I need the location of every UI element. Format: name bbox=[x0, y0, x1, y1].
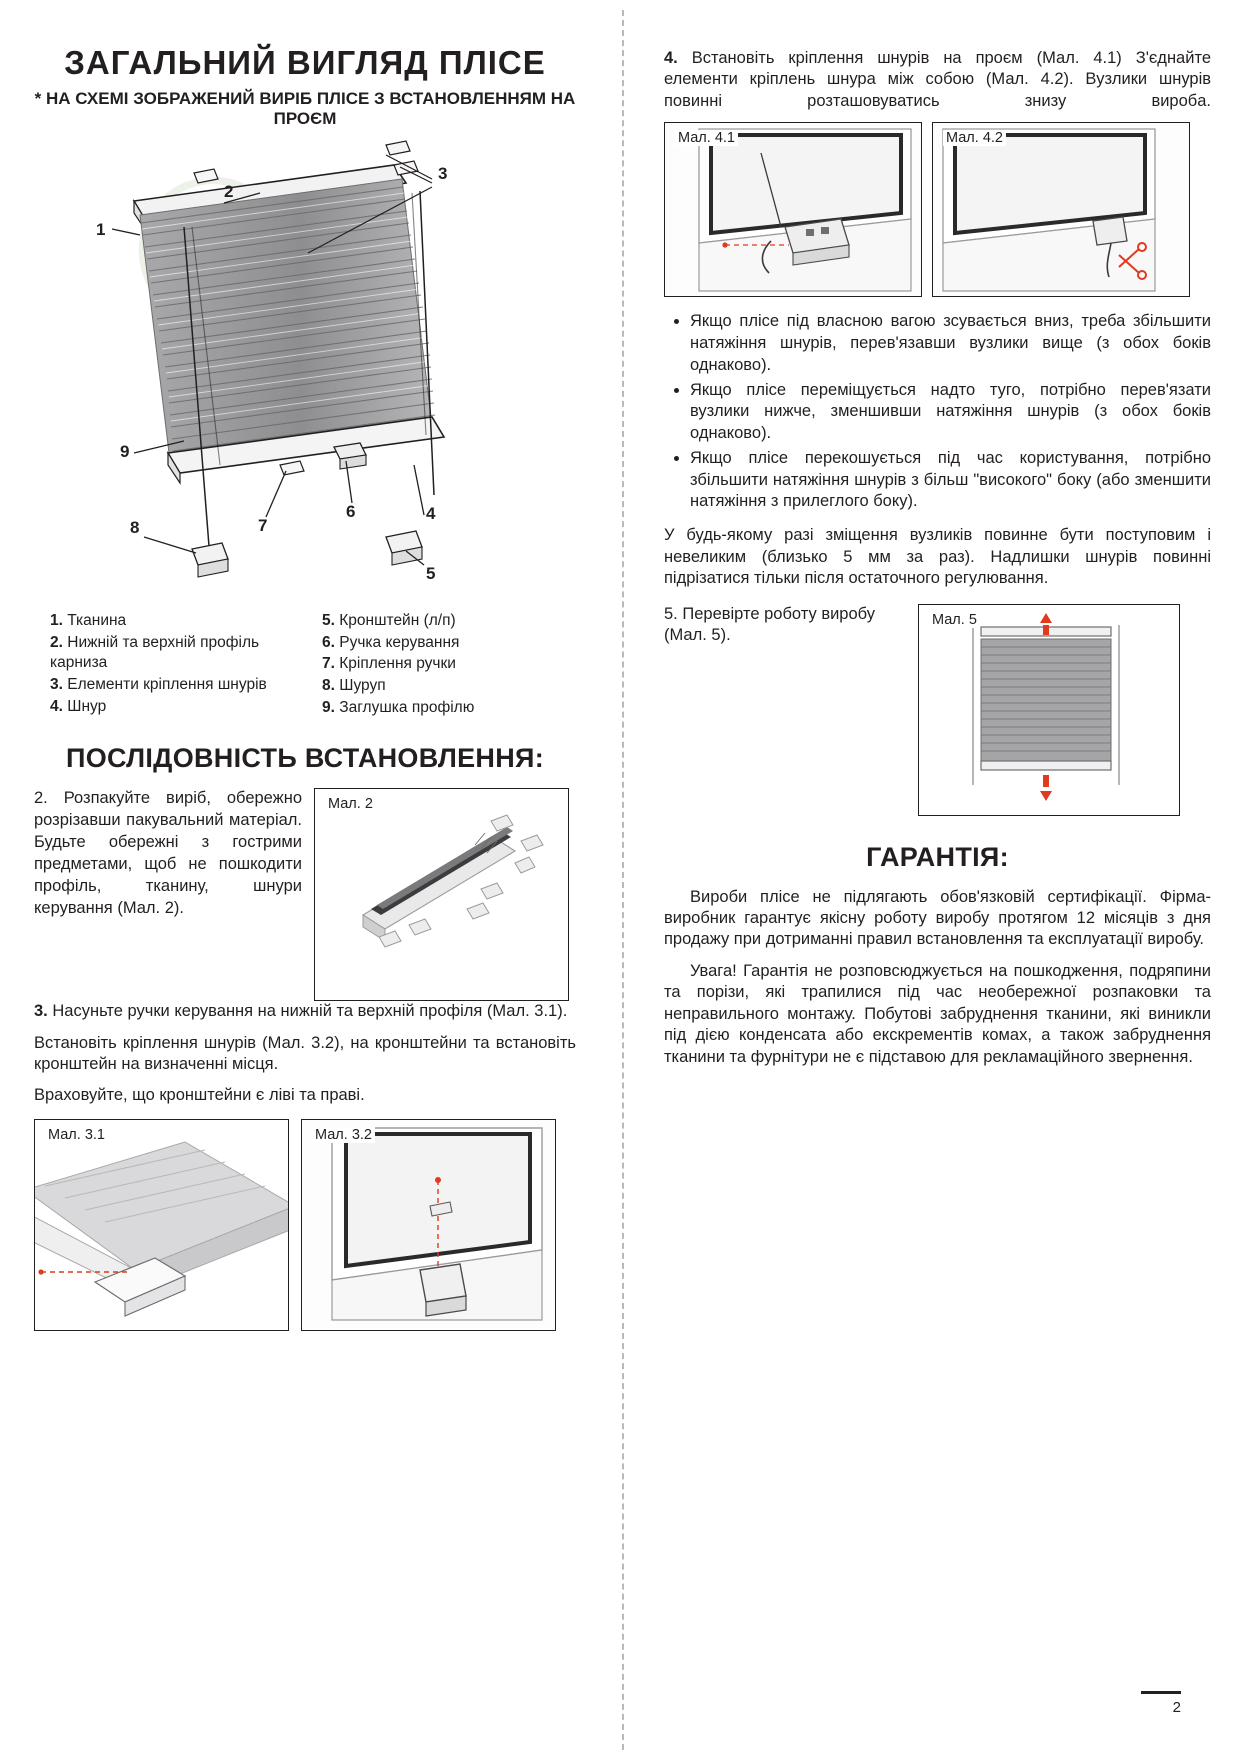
legend-number: 3. bbox=[50, 675, 63, 693]
figure-5-label: Мал. 5 bbox=[929, 612, 980, 628]
page-number-rule bbox=[1141, 1691, 1181, 1694]
figure-3-row bbox=[34, 1119, 576, 1331]
callout-6: 6 bbox=[346, 502, 356, 522]
bullet-item: • Якщо плісе перекошується під час користування, потрібно збільшити натяжіння шнурів з більш "високого" боку (або зменшити натяжіння з прилеглого боку). bbox=[690, 448, 1211, 513]
bullet-item: • Якщо плісе переміщується надто туго, потрібно перев'язати вузлики нижче, зменшивши натяжіння шнурів (з обох боків однаково). bbox=[690, 380, 1211, 445]
step-3-paragraph-3: Враховуйте, що кронштейни є ліві та праві. bbox=[34, 1086, 365, 1105]
legend-item bbox=[50, 697, 300, 718]
overview-diagram bbox=[34, 135, 576, 605]
figure-2-label: Мал. 2 bbox=[325, 796, 376, 812]
legend-number: 1. bbox=[50, 612, 63, 630]
callout-1: 1 bbox=[96, 220, 106, 240]
legend-item bbox=[322, 698, 474, 719]
adjustment-note: У будь-якому разі зміщення вузликів повинне бути поступовим і невеликим (близько 5 мм за раз). Надлишки шнурів повинні підрізатися тільки після остаточного регулювання. bbox=[664, 526, 1211, 588]
legend-label: Шуруп bbox=[339, 676, 386, 694]
pleated-blind-drawing bbox=[34, 135, 594, 605]
step-5-number: 5. bbox=[664, 604, 678, 623]
callout-7: 7 bbox=[258, 516, 268, 536]
step-2-number: 2. bbox=[34, 789, 48, 808]
warranty-paragraph-1: Вироби плісе не підлягають обов'язковій сертифікації. Фірма-виробник гарантує якісну роботу виробу протягом 12 місяців з дня продажу при дотриманні правил встановлення та експлуатації виробу. bbox=[664, 887, 1211, 949]
legend-label: Кронштейн (л/п) bbox=[339, 612, 456, 630]
figure-4-2-label: Мал. 4.2 bbox=[943, 130, 1006, 146]
legend-label: Шнур bbox=[67, 697, 107, 715]
step-3-number: 3. bbox=[34, 1002, 48, 1021]
step-4-text: Встановіть кріплення шнурів на проєм (Мал. 4.1) З'єднайте елементи кріплень шнура між собою (Мал. 4.2). Вузлики шнурів повинні розташовуватись знизу виробa. bbox=[664, 49, 1211, 110]
legend-label: Ручка керування bbox=[339, 633, 460, 651]
page-title: ЗАГАЛЬНИЙ ВИГЛЯД ПЛІСЕ bbox=[64, 44, 546, 81]
figure-3-1-drawing bbox=[35, 1120, 288, 1330]
step-2-block bbox=[34, 788, 576, 1001]
page-number: 2 bbox=[1172, 1699, 1181, 1716]
step-4-number: 4. bbox=[664, 49, 678, 67]
legend-number: 6. bbox=[322, 633, 335, 651]
legend-item bbox=[322, 654, 474, 675]
callout-9: 9 bbox=[120, 442, 130, 462]
warranty-paragraph-2: Увага! Гарантія не розповсюджується на пошкодження, подряпини та порізи, які трапилися під час необережної розпаковки та неправильного монтажу. Побутові забруднення тканини, які виникли під дією конденсата або екскрементів комах, а також забруднення тканини та фурнітури не є підставою для рекламаційного звернення. bbox=[664, 961, 1211, 1066]
installation-sequence-heading: ПОСЛІДОВНІСТЬ ВСТАНОВЛЕННЯ: bbox=[65, 743, 544, 774]
legend-item bbox=[50, 675, 300, 696]
legend-number: 2. bbox=[50, 633, 63, 651]
legend-label: Елементи кріплення шнурів bbox=[67, 675, 267, 693]
figure-4-row bbox=[664, 122, 1211, 297]
figure-4-1-drawing bbox=[665, 123, 921, 296]
callout-3: 3 bbox=[438, 164, 448, 184]
step-2-text: Розпакуйте виріб, обережно розрізавши пакувальний матеріал. Будьте обережні з гострими предметами, щоб не пошкодити профіль, тканину, шнури керування (Мал. 2). bbox=[34, 789, 302, 917]
step-3-paragraph-1 bbox=[34, 1001, 576, 1022]
figure-3-2-label: Мал. 3.2 bbox=[312, 1127, 375, 1143]
step-3-paragraph-2: Встановіть кріплення шнурів (Мал. 3.2), на кронштейни та встановіть кронштейн на визначенні місця. bbox=[34, 1033, 576, 1073]
figure-5 bbox=[918, 604, 1180, 816]
figure-2-drawing bbox=[315, 789, 568, 1000]
callout-5: 5 bbox=[426, 564, 436, 584]
column-divider bbox=[622, 10, 624, 1750]
callout-4: 4 bbox=[426, 504, 436, 524]
figure-2 bbox=[314, 788, 569, 1001]
step-5-block bbox=[664, 604, 1211, 816]
step-2-text-wrap bbox=[34, 788, 302, 920]
legend-number: 8. bbox=[322, 676, 335, 694]
legend-label: Тканина bbox=[67, 612, 127, 630]
figure-3-1 bbox=[34, 1119, 289, 1331]
figure-3-2-drawing bbox=[302, 1120, 555, 1330]
callout-2: 2 bbox=[224, 182, 234, 202]
legend-item bbox=[322, 611, 474, 632]
step-5-text: Перевірте роботу виробу (Мал. 5). bbox=[664, 604, 875, 644]
right-column bbox=[664, 28, 1211, 1730]
legend-item bbox=[322, 633, 474, 654]
legend-label: Нижній та верхній профіль карниза bbox=[50, 633, 260, 672]
step-3-text-1: Насуньте ручки керування на нижній та верхній профіля (Мал. 3.1). bbox=[52, 1002, 568, 1021]
figure-3-1-label: Мал. 3.1 bbox=[45, 1127, 108, 1143]
step-4-paragraph bbox=[664, 48, 1211, 112]
legend-item bbox=[50, 611, 300, 632]
legend-number: 4. bbox=[50, 697, 63, 715]
legend-column-1 bbox=[50, 611, 300, 719]
page-subtitle: * НА СХЕМІ ЗОБРАЖЕНИЙ ВИРІБ ПЛІСЕ З ВСТАНОВЛЕННЯМ НА ПРОЄМ bbox=[34, 88, 576, 129]
warranty-heading: ГАРАНТІЯ: bbox=[866, 841, 1009, 872]
legend-column-2 bbox=[322, 611, 474, 719]
figure-4-1 bbox=[664, 122, 922, 297]
legend-number: 9. bbox=[322, 698, 335, 716]
callout-8: 8 bbox=[130, 518, 140, 538]
legend bbox=[34, 611, 576, 719]
figure-4-2-drawing bbox=[933, 123, 1189, 296]
adjustment-bullets bbox=[664, 311, 1211, 513]
legend-label: Заглушка профілю bbox=[339, 698, 475, 716]
figure-3-2 bbox=[301, 1119, 556, 1331]
legend-item bbox=[322, 676, 474, 697]
bullet-item: • Якщо плісе під власною вагою зсувається вниз, треба збільшити натяжіння шнурів, перев'язавши вузлики вище (з обох боків однаково). bbox=[690, 311, 1211, 376]
step-5-text-wrap bbox=[664, 604, 904, 647]
figure-5-drawing bbox=[919, 605, 1179, 815]
legend-item bbox=[50, 633, 300, 674]
figure-4-1-label: Мал. 4.1 bbox=[675, 130, 738, 146]
figure-4-2 bbox=[932, 122, 1190, 297]
legend-number: 5. bbox=[322, 612, 335, 630]
legend-label: Кріплення ручки bbox=[339, 655, 456, 673]
left-column bbox=[34, 28, 594, 1730]
legend-number: 7. bbox=[322, 655, 335, 673]
